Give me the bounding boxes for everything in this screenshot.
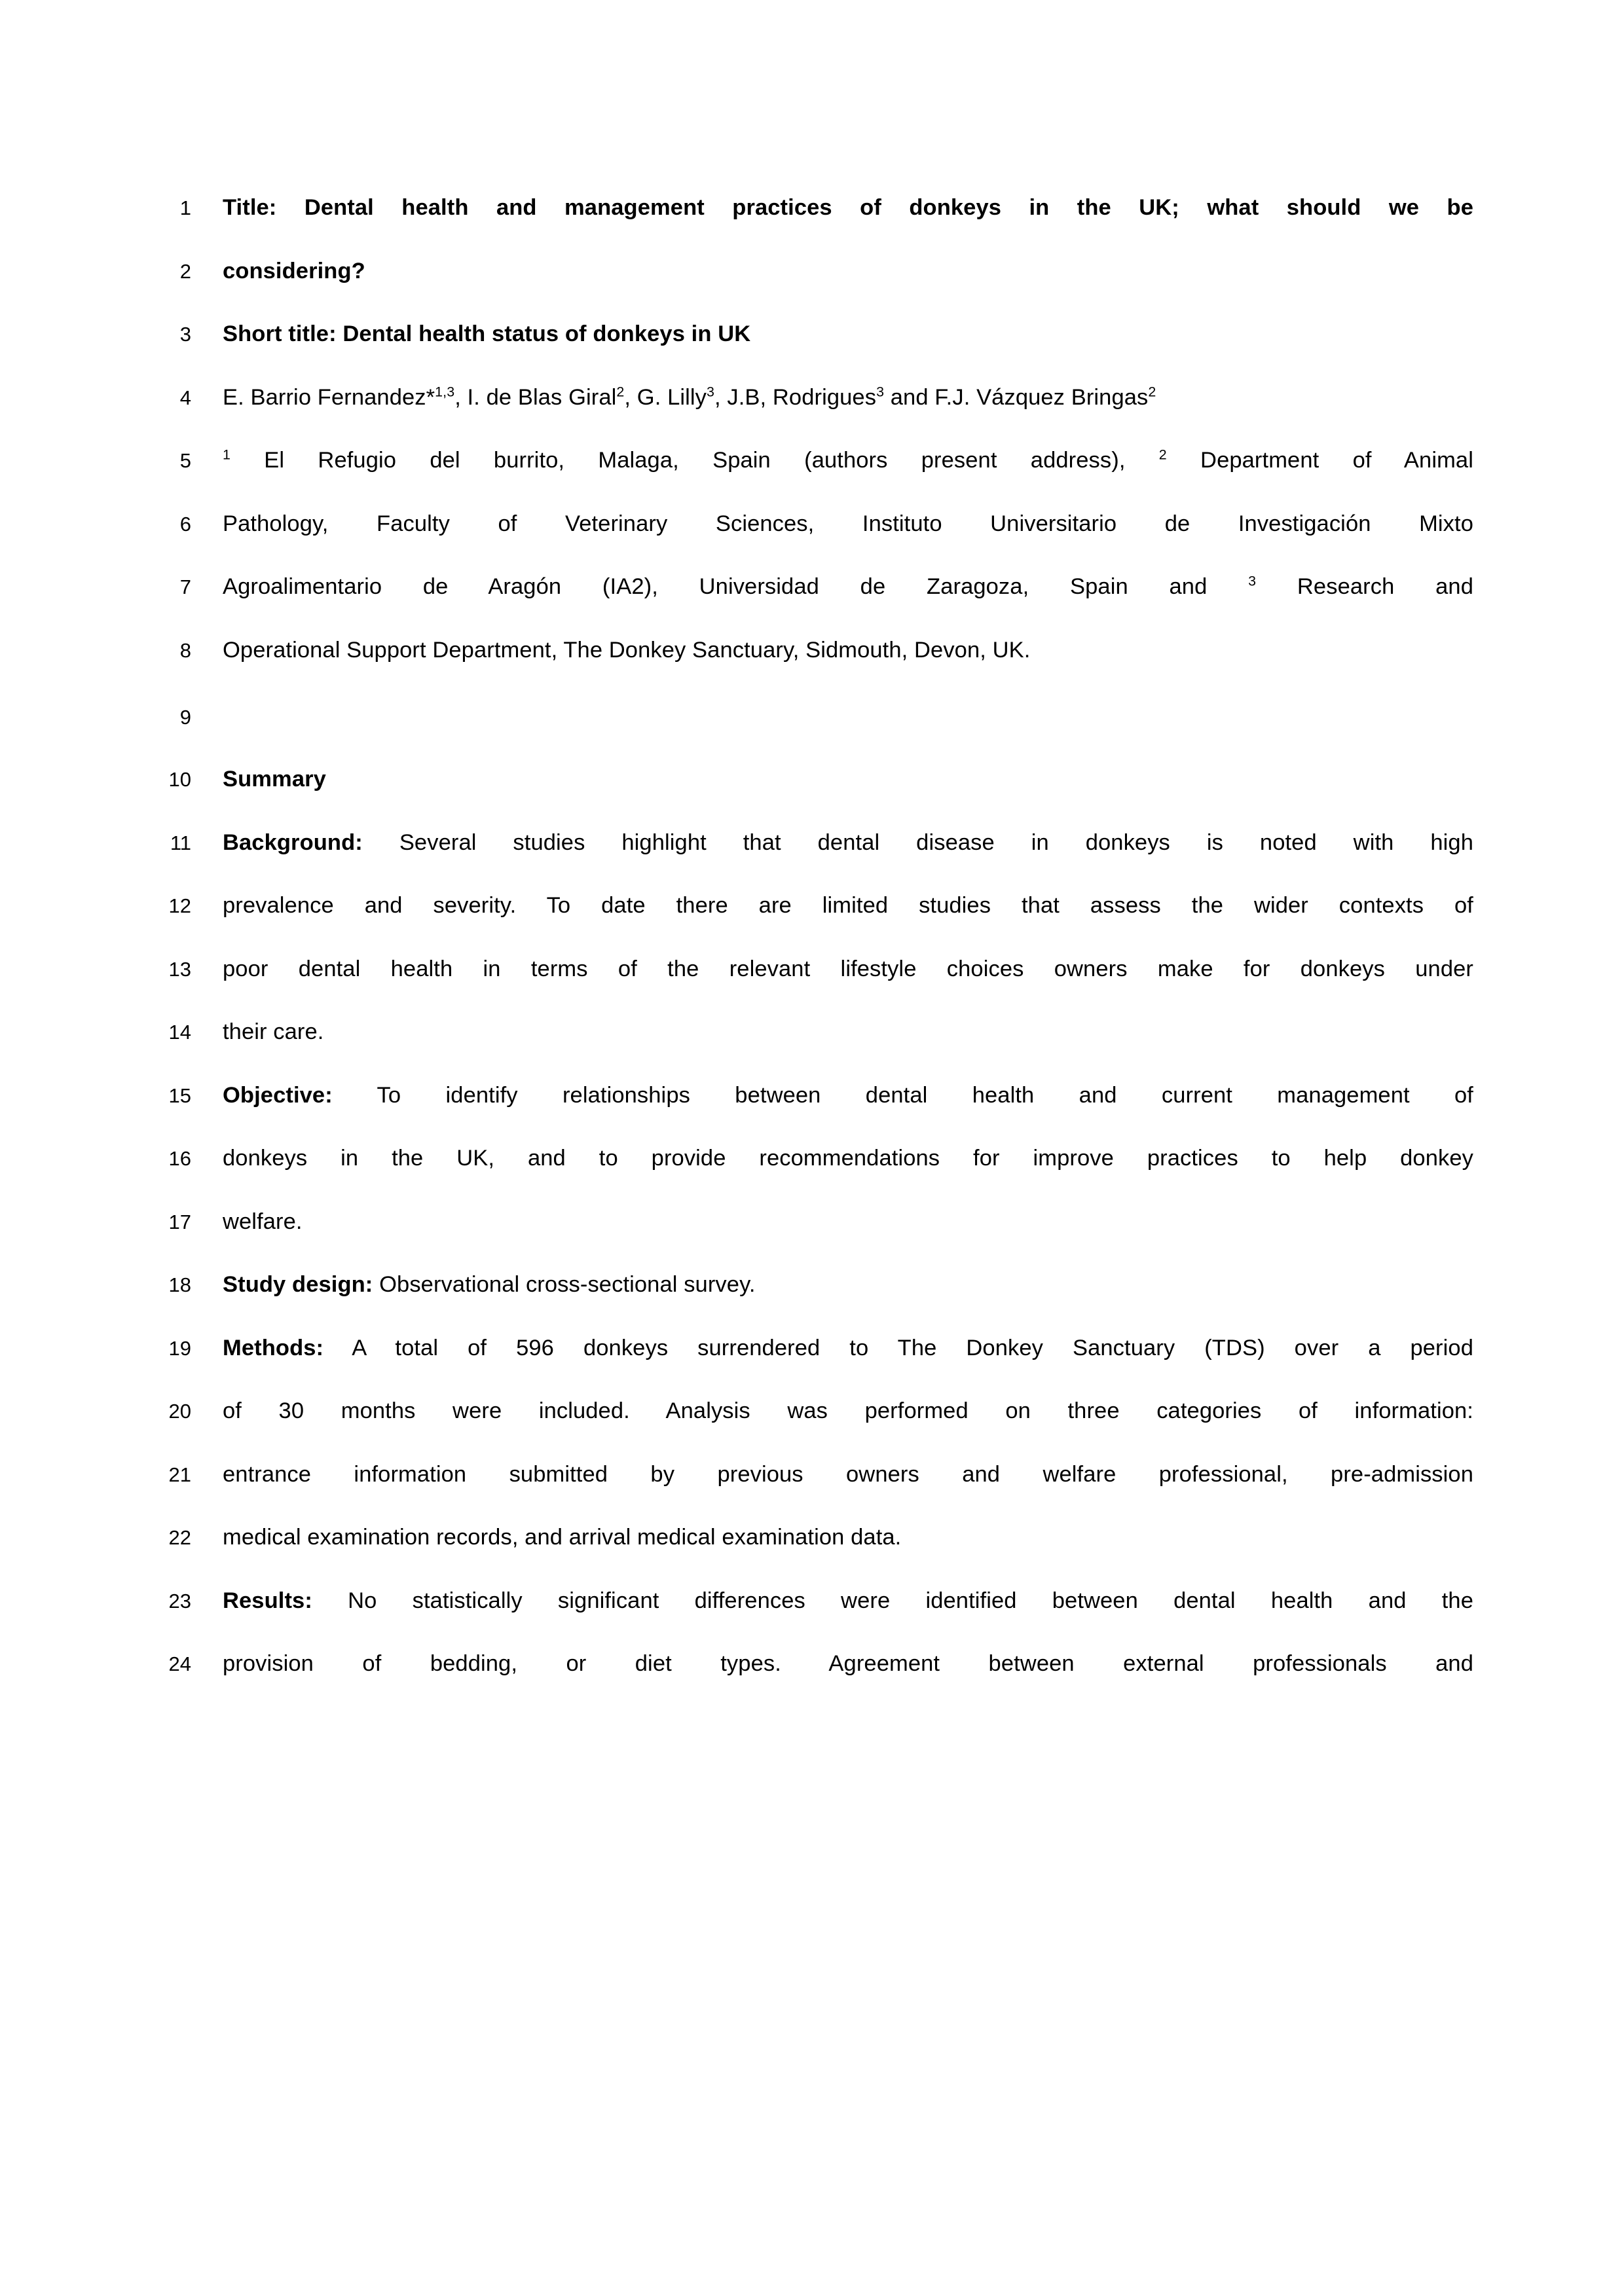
line-text: Summary: [223, 767, 326, 792]
manuscript-line: [151, 446, 1473, 473]
line-number: 2: [179, 259, 191, 283]
line-number: 6: [179, 512, 191, 536]
line-text: provision of bedding, or diet types. Agreement between external professionals and: [223, 1651, 1473, 1676]
line-text: poor dental health in terms of the relevant lifestyle choices owners make for donkeys under: [223, 956, 1473, 981]
manuscript-line: [151, 323, 1473, 346]
line-text: Results: No statistically significant differences were identified between dental health and the: [223, 1588, 1473, 1613]
manuscript-line: [151, 386, 1473, 409]
line-number: 7: [179, 575, 191, 598]
manuscript-line: [151, 702, 1473, 727]
line-number: 10: [168, 768, 191, 791]
line-number: 1: [179, 196, 191, 219]
line-number: 5: [179, 449, 191, 472]
line-number: 23: [168, 1589, 191, 1613]
manuscript-line: [151, 1526, 1473, 1549]
manuscript-line: [151, 1337, 1473, 1360]
line-number: 8: [179, 638, 191, 662]
line-text: Short title: Dental health status of donkeys in UK: [223, 321, 751, 346]
manuscript-line: [151, 1590, 1473, 1613]
manuscript-line: [151, 831, 1473, 854]
line-number: 9: [179, 706, 191, 729]
manuscript-line: [151, 1652, 1473, 1675]
line-text: considering?: [223, 258, 365, 283]
line-text: entrance information submitted by previous owners and welfare professional, pre-admission: [223, 1461, 1473, 1487]
line-number: 19: [168, 1336, 191, 1360]
line-text: medical examination records, and arrival medical examination data.: [223, 1525, 902, 1550]
manuscript-line: [151, 513, 1473, 536]
line-text: Background: Several studies highlight that dental disease in donkeys is noted with high: [223, 829, 1473, 855]
line-text: their care.: [223, 1019, 324, 1044]
manuscript-line: [151, 1273, 1473, 1296]
manuscript-line: [151, 1021, 1473, 1044]
manuscript-body: [151, 196, 1473, 1675]
manuscript-line: [151, 575, 1473, 598]
line-number: 20: [168, 1400, 191, 1423]
manuscript-line: [151, 639, 1473, 662]
line-text: Pathology, Faculty of Veterinary Sciences, Instituto Universitario de Investigación Mixto: [223, 511, 1473, 536]
line-text: welfare.: [223, 1209, 303, 1234]
manuscript-line: [151, 768, 1473, 791]
line-text: Agroalimentario de Aragón (IA2), Universidad de Zaragoza, Spain and $^3$ Research and: [223, 573, 1473, 599]
line-number: 17: [168, 1210, 191, 1233]
line-number: 3: [179, 323, 191, 346]
line-text: $^1$ El Refugio del burrito, Malaga, Spain (authors present address), $^2$ Department of Animal: [223, 446, 1473, 473]
line-number: 15: [168, 1084, 191, 1107]
line-number: 16: [168, 1147, 191, 1170]
line-number: 24: [168, 1652, 191, 1675]
manuscript-line: [151, 1463, 1473, 1486]
line-text: donkeys in the UK, and to provide recommendations for improve practices to help donkey: [223, 1146, 1473, 1171]
line-number: 13: [168, 957, 191, 981]
line-number: 4: [179, 386, 191, 409]
line-number: 22: [168, 1526, 191, 1549]
line-text: E. Barrio Fernandez*$^{1,3}$, I. de Blas Giral$^2$, G. Lilly$^3$, J.B, Rodrigues$^3$ and F.J. Vázquez Bringas$^2$: [223, 384, 1156, 410]
line-text: Objective: To identify relationships between dental health and current management of: [223, 1082, 1473, 1108]
manuscript-line: [151, 1211, 1473, 1233]
manuscript-line: [151, 1147, 1473, 1170]
manuscript-line: [151, 1400, 1473, 1423]
manuscript-line: [151, 260, 1473, 283]
line-number: 12: [168, 894, 191, 917]
line-text: Study design: Observational cross-sectional survey.: [223, 1272, 756, 1297]
manuscript-line: [151, 958, 1473, 981]
line-number: 11: [170, 831, 191, 854]
manuscript-line: [151, 1084, 1473, 1107]
line-number: 18: [168, 1273, 191, 1296]
line-number: 14: [168, 1021, 191, 1044]
line-text: Methods: A total of 596 donkeys surrendered to The Donkey Sanctuary (TDS) over a period: [223, 1335, 1473, 1360]
line-text: Operational Support Department, The Donkey Sanctuary, Sidmouth, Devon, UK.: [223, 637, 1031, 663]
line-text: prevalence and severity. To date there are limited studies that assess the wider contexts of: [223, 893, 1473, 918]
line-text: of 30 months were included. Analysis was performed on three categories of information:: [223, 1398, 1473, 1423]
manuscript-line: [151, 894, 1473, 917]
line-text: [223, 702, 1473, 724]
line-text: Title: Dental health and management practices of donkeys in the UK; what should we be: [223, 195, 1473, 220]
manuscript-line: [151, 196, 1473, 219]
line-number: 21: [168, 1463, 191, 1486]
